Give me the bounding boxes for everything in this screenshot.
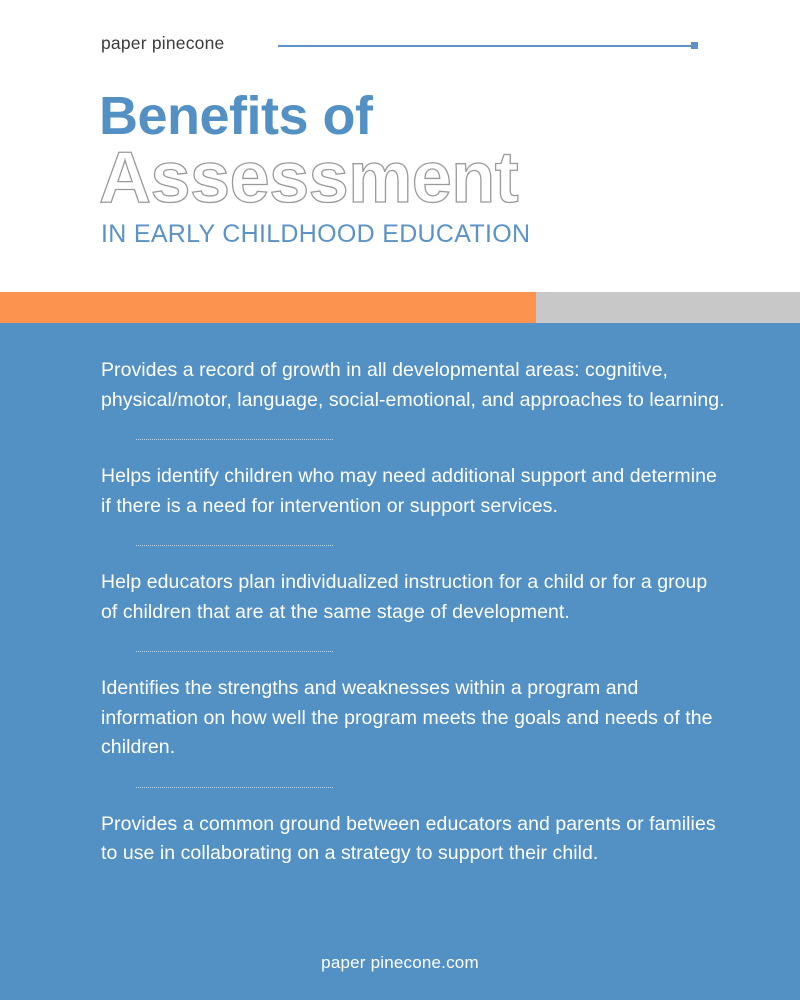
header-section: [0, 0, 800, 292]
page-title-line-two-outlined: Assessment: [99, 138, 519, 218]
benefit-divider: [136, 787, 333, 788]
list-item: [101, 674, 726, 763]
benefit-text: Help educators plan individualized instruction for a child or for a group of children that are at the same stage of development.: [101, 571, 708, 623]
benefits-panel: [0, 323, 800, 1000]
header-rule-line: [278, 45, 691, 47]
benefit-text: Provides a record of growth in all developmental areas: cognitive, physical/motor, language, social-emotional, and approaches to learning.: [101, 359, 725, 411]
benefit-text: Helps identify children who may need additional support and determine if there is a need for intervention or support services.: [101, 465, 717, 517]
page-subtitle: IN EARLY CHILDHOOD EDUCATION: [101, 220, 531, 248]
benefit-text: Provides a common ground between educators and parents or families to use in collaborating on a strategy to support their child.: [101, 812, 716, 864]
list-item: [101, 810, 726, 869]
benefit-divider: [136, 651, 333, 652]
accent-band-orange: [0, 292, 536, 323]
accent-band-gray: [536, 292, 800, 323]
benefits-list: [101, 356, 726, 869]
list-item: [101, 462, 726, 521]
brand-logo-text: paper pinecone: [101, 33, 225, 53]
page-title-line-one: Benefits of: [99, 86, 373, 146]
footer-website-url[interactable]: paper pinecone.com: [321, 953, 479, 972]
list-item: [101, 568, 726, 627]
header-rule-end-dot-icon: [691, 42, 698, 49]
list-item: [101, 356, 726, 415]
benefit-divider: [136, 439, 333, 440]
benefit-divider: [136, 545, 333, 546]
benefit-text: Identifies the strengths and weaknesses within a program and information on how well the program meets the goals and needs of the children.: [101, 677, 713, 758]
